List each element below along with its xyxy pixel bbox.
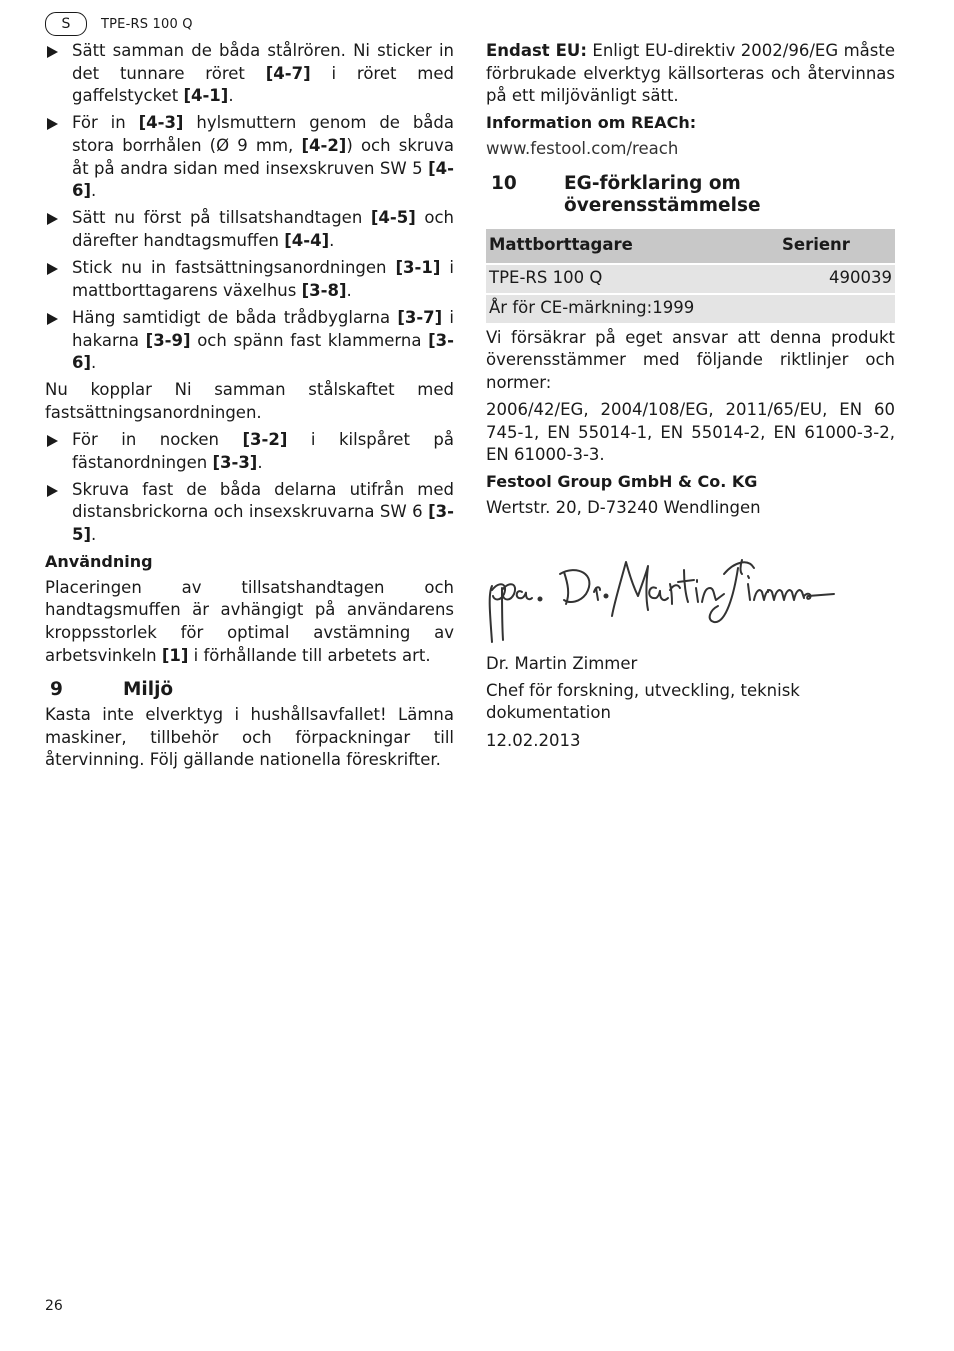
text-run: i mattborttagarens växelhus (72, 258, 454, 300)
reference-number: [4-4] (284, 230, 330, 250)
usage-paragraph (45, 577, 454, 667)
text-run: Sätt samman de båda stålrören. Ni sticker in det tunnare röret (72, 41, 454, 83)
table-row (486, 294, 895, 323)
reach-link[interactable]: www.festool.com/reach (486, 138, 679, 158)
text-run: i hakarna (72, 307, 454, 350)
signature-image (486, 544, 836, 644)
company-address: Wertstr. 20, D-73240 Wendlingen (486, 497, 761, 517)
instruction-step (45, 112, 454, 202)
usage-heading: Användning (45, 552, 153, 572)
section-number: 10 (491, 172, 517, 194)
reference-number: [3-8] (301, 280, 347, 300)
text-run: Placeringen av tillsatshandtagen och handtagsmuffen är avhängigt på användarens kroppsstorlek för optimal avstämning av arbetsvinkeln (45, 577, 454, 665)
text-run: För in (72, 113, 139, 133)
text-run: . (257, 452, 263, 472)
standards-paragraph: 2006/42/EG, 2004/108/EG, 2011/65/EU, EN 60 745-1, EN 55014-1, EN 55014-2, EN 61000-3-2, EN 61000-3-3. (486, 399, 895, 465)
arrow-bullet-icon (47, 118, 58, 130)
reference-number: [4-5] (370, 208, 416, 228)
instruction-step (45, 429, 454, 474)
declaration-table (486, 229, 895, 323)
eu-paragraph (486, 40, 895, 108)
eu-label: Endast EU: (486, 41, 587, 60)
text-run: och därefter handtagsmuffen (72, 208, 454, 250)
page-number: 26 (45, 1298, 63, 1314)
table-cell-ce-year: År för CE-märkning:1999 (486, 294, 895, 323)
instruction-step (45, 207, 454, 252)
declaration-paragraph: Vi försäkrar på eget ansvar att denna produkt överensstämmer med följande riktlinjer och normer: (486, 327, 895, 392)
header-model: TPE-RS 100 Q (101, 16, 193, 32)
company-name: Festool Group GmbH & Co. KG (486, 472, 758, 492)
text-run: i röret med gaffelstycket (72, 63, 454, 106)
reference-number: [4-3] (138, 113, 184, 133)
arrow-bullet-icon (47, 46, 58, 58)
text-run: hylsmuttern genom de båda stora borrhålen (Ø 9 mm, (72, 113, 454, 155)
reference-number: [3-5] (72, 502, 454, 545)
reference-number: [4-6] (72, 158, 454, 201)
table-cell-product: TPE-RS 100 Q (486, 264, 776, 294)
table-header-row (486, 229, 895, 264)
reference-number: [4-2] (301, 135, 347, 155)
reference-number: [3-1] (395, 258, 441, 278)
reference-number: [1] (161, 645, 189, 665)
instruction-step (45, 307, 454, 375)
reference-number: [3-3] (212, 452, 258, 472)
signature-date: 12.02.2013 (486, 730, 581, 750)
table-header-serial: Serienr (776, 229, 895, 264)
signer-title: Chef för forskning, utveckling, teknisk dokumentation (486, 680, 800, 723)
reference-number: [3-6] (72, 330, 454, 373)
instruction-step (45, 257, 454, 302)
text-run: . (329, 230, 335, 250)
table-row (486, 264, 895, 294)
arrow-bullet-icon (47, 213, 58, 225)
reference-number: [3-2] (242, 430, 288, 450)
text-run: Häng samtidigt de båda trådbyglarna (72, 307, 398, 327)
reference-number: [3-9] (145, 330, 191, 350)
environment-paragraph: Kasta inte elverktyg i hushållsavfallet! Lämna maskiner, tillbehör och förpackningar till återvinning. Följ gällande nationella föreskrifter. (45, 705, 454, 770)
connect-paragraph: Nu kopplar Ni samman stålskaftet med fastsättningsanordningen. (45, 380, 454, 422)
connect-steps (45, 429, 454, 547)
arrow-bullet-icon (47, 313, 58, 325)
text-run: . (228, 86, 234, 106)
table-header-product: Mattborttagare (486, 229, 776, 264)
section-number: 9 (50, 679, 63, 701)
text-run: . (91, 181, 97, 201)
instruction-step (45, 40, 454, 108)
table-cell-serial: 490039 (776, 264, 895, 294)
reference-number: [3-7] (397, 307, 443, 327)
arrow-bullet-icon (47, 435, 58, 447)
page-header (45, 12, 193, 36)
text-run: Stick nu in fastsättningsanordningen (72, 258, 396, 278)
instruction-step (45, 479, 454, 547)
reference-number: [4-1] (183, 86, 229, 106)
text-run: För in nocken (72, 430, 243, 450)
reach-heading: Information om REACh: (486, 113, 697, 133)
text-run: . (91, 353, 97, 373)
text-run: och spänn fast klammerna (190, 330, 429, 350)
text-run: . (346, 280, 352, 300)
reference-number: [4-7] (265, 63, 311, 83)
section-title: Miljö (123, 679, 174, 701)
section-title: EG-förklaring om överensstämmelse (564, 172, 761, 216)
section-10-heading (486, 173, 895, 217)
text-run: i kilspåret på fästanordningen (72, 430, 454, 472)
left-column (45, 40, 454, 777)
eu-text: Enligt EU-direktiv 2002/96/EG måste förbrukade elverktyg källsorteras och återvinnas på ett miljövänligt sätt. (486, 41, 895, 106)
signer-name: Dr. Martin Zimmer (486, 653, 638, 673)
text-run: Sätt nu först på tillsatshandtagen (72, 208, 371, 228)
text-run: i förhållande till arbetets art. (188, 645, 431, 665)
language-badge: S (45, 12, 87, 36)
section-9-heading (45, 679, 454, 701)
arrow-bullet-icon (47, 485, 58, 497)
text-run: Skruva fast de båda delarna utifrån med distansbrickorna och insexskruvarna SW 6 (72, 479, 454, 522)
right-column (486, 40, 895, 757)
text-run: ) och skruva åt på andra sidan med insexskruven SW 5 (72, 135, 454, 178)
text-run: . (91, 525, 97, 545)
assembly-steps (45, 40, 454, 375)
arrow-bullet-icon (47, 263, 58, 275)
